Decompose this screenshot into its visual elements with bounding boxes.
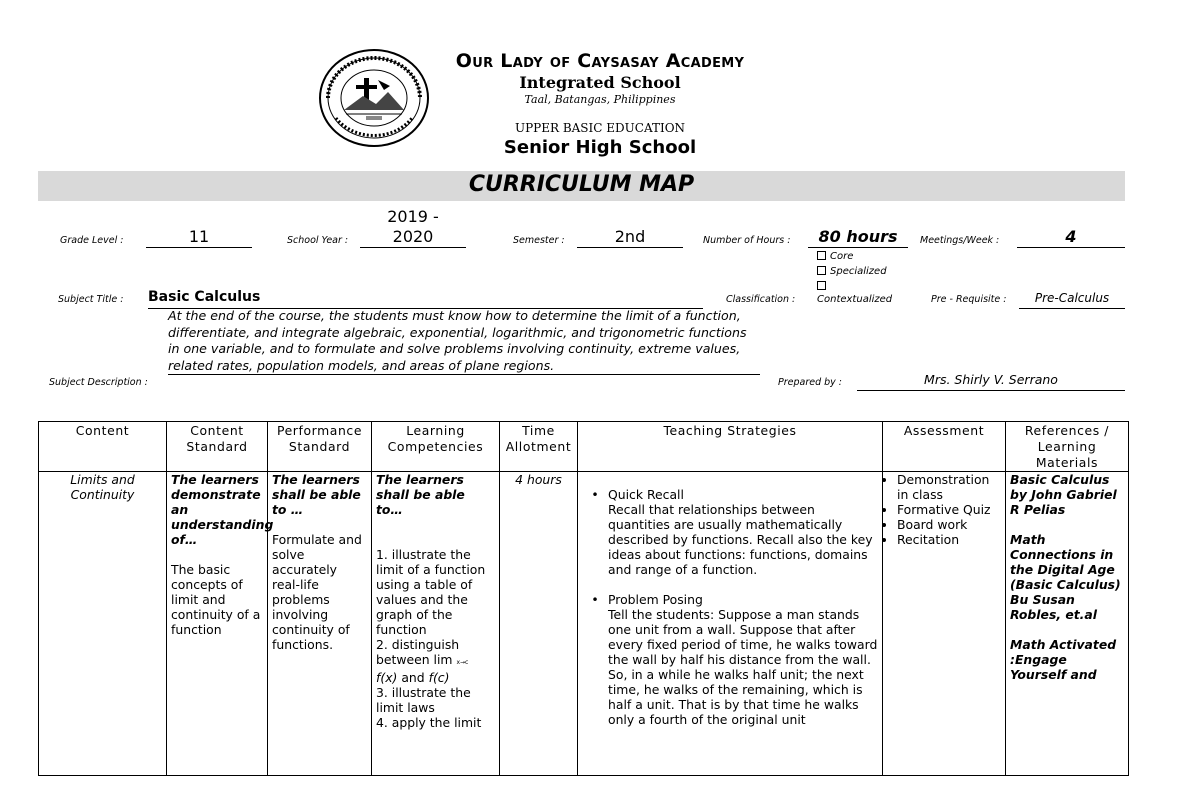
header-performance-standard: Performance Standard [268, 422, 372, 472]
cell-references [1006, 472, 1129, 776]
classification-option-contextualized-box[interactable] [817, 281, 830, 292]
cell-time-allotment [500, 472, 578, 776]
division-label: UPPER BASIC EDUCATION [514, 121, 686, 135]
cell-content [39, 472, 167, 776]
performance-text: Formulate and solve accurately real-life problems involving continuity of functions. [272, 532, 362, 652]
content-text: Limits and Continuity [70, 472, 135, 502]
strategy-quick-recall [582, 487, 878, 577]
prepared-by-value: Mrs. Shirly V. Serrano [857, 370, 1125, 391]
header-learning-competencies: Learning Competencies [372, 422, 500, 472]
school-type: Integrated School [519, 73, 681, 92]
strategy-problem-posing [582, 592, 878, 727]
checkbox-icon[interactable] [817, 251, 826, 260]
competency-1: 1. illustrate the limit of a function using a table of values and the graph of the function [376, 547, 486, 637]
semester-value: 2nd [577, 227, 683, 248]
bullet-icon: • [591, 487, 599, 502]
list-item: • Formative Quiz [897, 502, 1001, 517]
prepared-by-label: Prepared by : [778, 377, 843, 388]
subject-title-value: Basic Calculus [148, 289, 703, 309]
assessment-list [887, 472, 1001, 547]
meetings-value: 4 [1017, 227, 1125, 248]
header-assessment: Assessment [883, 422, 1006, 472]
header-content-standard: Content Standard [167, 422, 268, 472]
checkbox-icon[interactable] [817, 266, 826, 275]
meetings-label: Meetings/Week : [920, 235, 1000, 246]
subject-description-label: Subject Description : [49, 377, 148, 388]
strategy-1-title: Quick Recall [608, 487, 684, 502]
curriculum-table [38, 421, 1129, 776]
grade-level-value: 11 [146, 227, 252, 248]
strategy-1-text: Recall that relationships between quantities are usually mathematically described by functions. Recall also the key ideas about functions: functions, domains and range of a function. [608, 502, 873, 577]
header-references: References / Learning Materials [1006, 422, 1129, 472]
reference-2: Math Connections in the Digital Age (Basic Calculus) Bu Susan Robles, et.al [1010, 532, 1121, 622]
school-address: Taal, Batangas, Philippines [524, 93, 676, 106]
hours-label: Number of Hours : [703, 235, 791, 246]
school-year-line-1: 2019 - [387, 207, 439, 226]
prerequisite-value: Pre-Calculus [1019, 288, 1125, 309]
document-title: CURRICULUM MAP [468, 172, 695, 197]
content-standard-text: The basic concepts of limit and continuity of a function [171, 562, 261, 637]
classification-option-contextualized: Contextualized [817, 294, 893, 305]
list-item: • Board work [897, 517, 1001, 532]
header-content: Content [39, 422, 167, 472]
subject-title-label: Subject Title : [58, 294, 124, 305]
performance-intro: The learners shall be able to … [272, 472, 361, 517]
classification-label: Classification : [726, 294, 796, 305]
competencies-intro: The learners shall be able to… [376, 472, 465, 517]
content-standard-intro: The learners demonstrate an understanding of… [171, 472, 274, 547]
competency-3: 3. illustrate the limit laws [376, 685, 471, 715]
competency-2: 2. distinguish between lim x→c f(x) and f(c) [376, 637, 469, 685]
checkbox-icon[interactable] [817, 281, 826, 290]
table-header-row [39, 422, 1129, 472]
subject-description-value: At the end of the course, the students must know how to determine the limit of a function, differentiate, and integrate algebraic, exponential, logarithmic, and trigonometric functions in one variable, and to formulate and solve problems involving continuity, extreme values, related rates, population models, and areas of plane regions. [168, 308, 760, 375]
cell-teaching-strategies [578, 472, 883, 776]
list-item: • Recitation [897, 532, 1001, 547]
classification-option-specialized[interactable]: Specialized [817, 266, 887, 277]
semester-label: Semester : [513, 235, 565, 246]
school-name: Our Lady of Caysasay Academy [455, 50, 745, 72]
table-row [39, 472, 1129, 776]
hours-value: 80 hours [808, 227, 908, 248]
cell-content-standard [167, 472, 274, 776]
classification-option-core[interactable]: Core [817, 251, 853, 262]
strategy-2-text: Tell the students: Suppose a man stands one unit from a wall. Suppose that after every fixed period of time, he walks toward the wall by half his distance from the wall. So, in a while he walks half unit; the next time, he walks of the remaining, which is half a unit. That is by that time he walks only a fourth of the original unit [608, 607, 878, 727]
reference-3: Math Activated :Engage Yourself and [1010, 637, 1117, 682]
school-year-label: School Year : [287, 235, 349, 246]
cell-performance-standard [268, 472, 372, 776]
time-allotment-text: 4 hours [515, 472, 562, 487]
cell-assessment [883, 472, 1006, 776]
school-year-line-2: 2020 [360, 227, 466, 248]
cell-learning-competencies [372, 472, 500, 776]
bullet-icon: • [591, 592, 599, 607]
header-time-allotment: Time Allotment [500, 422, 578, 472]
strategy-2-title: Problem Posing [608, 592, 703, 607]
prerequisite-label: Pre - Requisite : [931, 294, 1007, 305]
competency-4: 4. apply the limit [376, 715, 482, 730]
department-label: Senior High School [503, 137, 697, 158]
grade-level-label: Grade Level : [60, 235, 124, 246]
list-item: • Demonstration in class [897, 472, 1001, 502]
school-year-value [360, 207, 466, 248]
reference-1: Basic Calculus by John Gabriel R Pelias [1010, 472, 1117, 517]
header-teaching-strategies: Teaching Strategies [578, 422, 883, 472]
